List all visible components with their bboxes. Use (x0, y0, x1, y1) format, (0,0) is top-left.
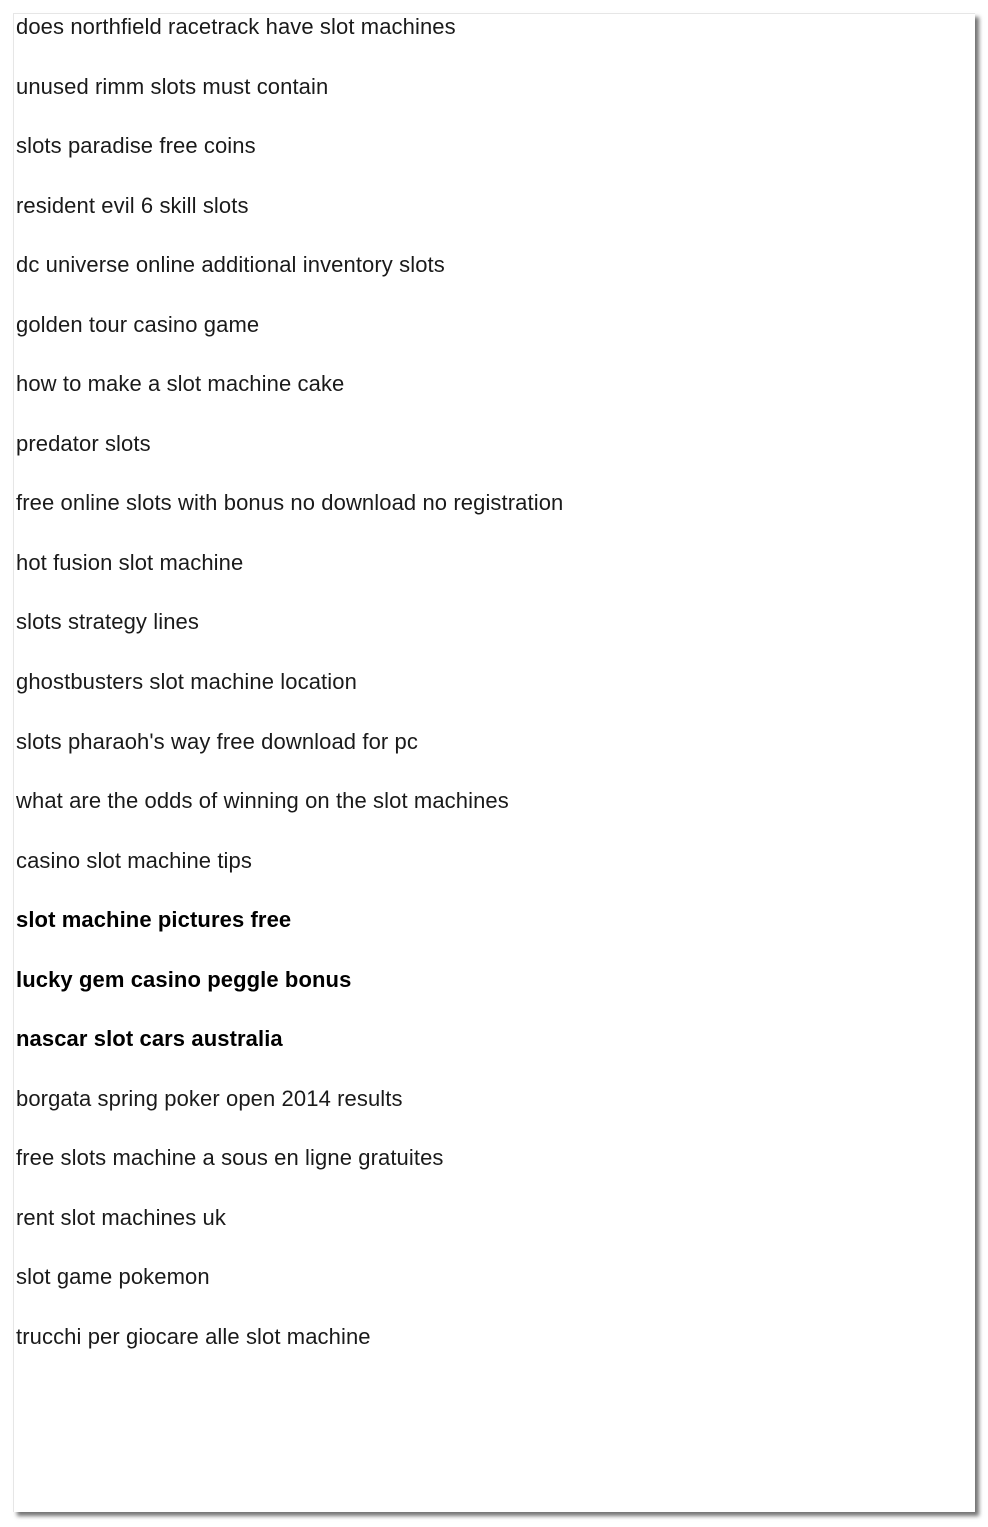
list-item[interactable]: trucchi per giocare alle slot machine (16, 1324, 371, 1350)
list-item[interactable]: what are the odds of winning on the slot machines (16, 788, 509, 814)
list-item[interactable]: rent slot machines uk (16, 1204, 226, 1230)
list-item[interactable]: predator slots (16, 430, 151, 456)
list-item[interactable]: golden tour casino game (16, 311, 260, 337)
list-item[interactable]: how to make a slot machine cake (16, 371, 345, 397)
list-item[interactable]: dc universe online additional inventory slots (16, 252, 445, 278)
list-item[interactable]: unused rimm slots must contain (16, 73, 329, 99)
list-item[interactable]: slot game pokemon (16, 1264, 210, 1290)
list-item[interactable]: borgata spring poker open 2014 results (16, 1085, 403, 1111)
list-item[interactable]: slot machine pictures free (16, 907, 292, 933)
list-item[interactable]: free slots machine a sous en ligne gratuites (16, 1145, 444, 1171)
page-sheet (13, 13, 975, 1512)
list-item[interactable]: casino slot machine tips (16, 847, 252, 873)
list-item[interactable]: does northfield racetrack have slot machines (16, 14, 456, 39)
list-item[interactable]: hot fusion slot machine (16, 549, 244, 575)
list-item[interactable]: slots paradise free coins (16, 133, 256, 159)
list-item[interactable]: resident evil 6 skill slots (16, 192, 249, 218)
list-item[interactable]: slots strategy lines (16, 609, 199, 635)
list-item[interactable]: lucky gem casino peggle bonus (16, 966, 352, 992)
list-item[interactable]: slots pharaoh's way free download for pc (16, 728, 418, 754)
list-item[interactable]: free online slots with bonus no download no registration (16, 490, 564, 516)
list-item[interactable]: nascar slot cars australia (16, 1026, 283, 1052)
list-item[interactable]: ghostbusters slot machine location (16, 669, 357, 695)
link-list (16, 14, 956, 1384)
